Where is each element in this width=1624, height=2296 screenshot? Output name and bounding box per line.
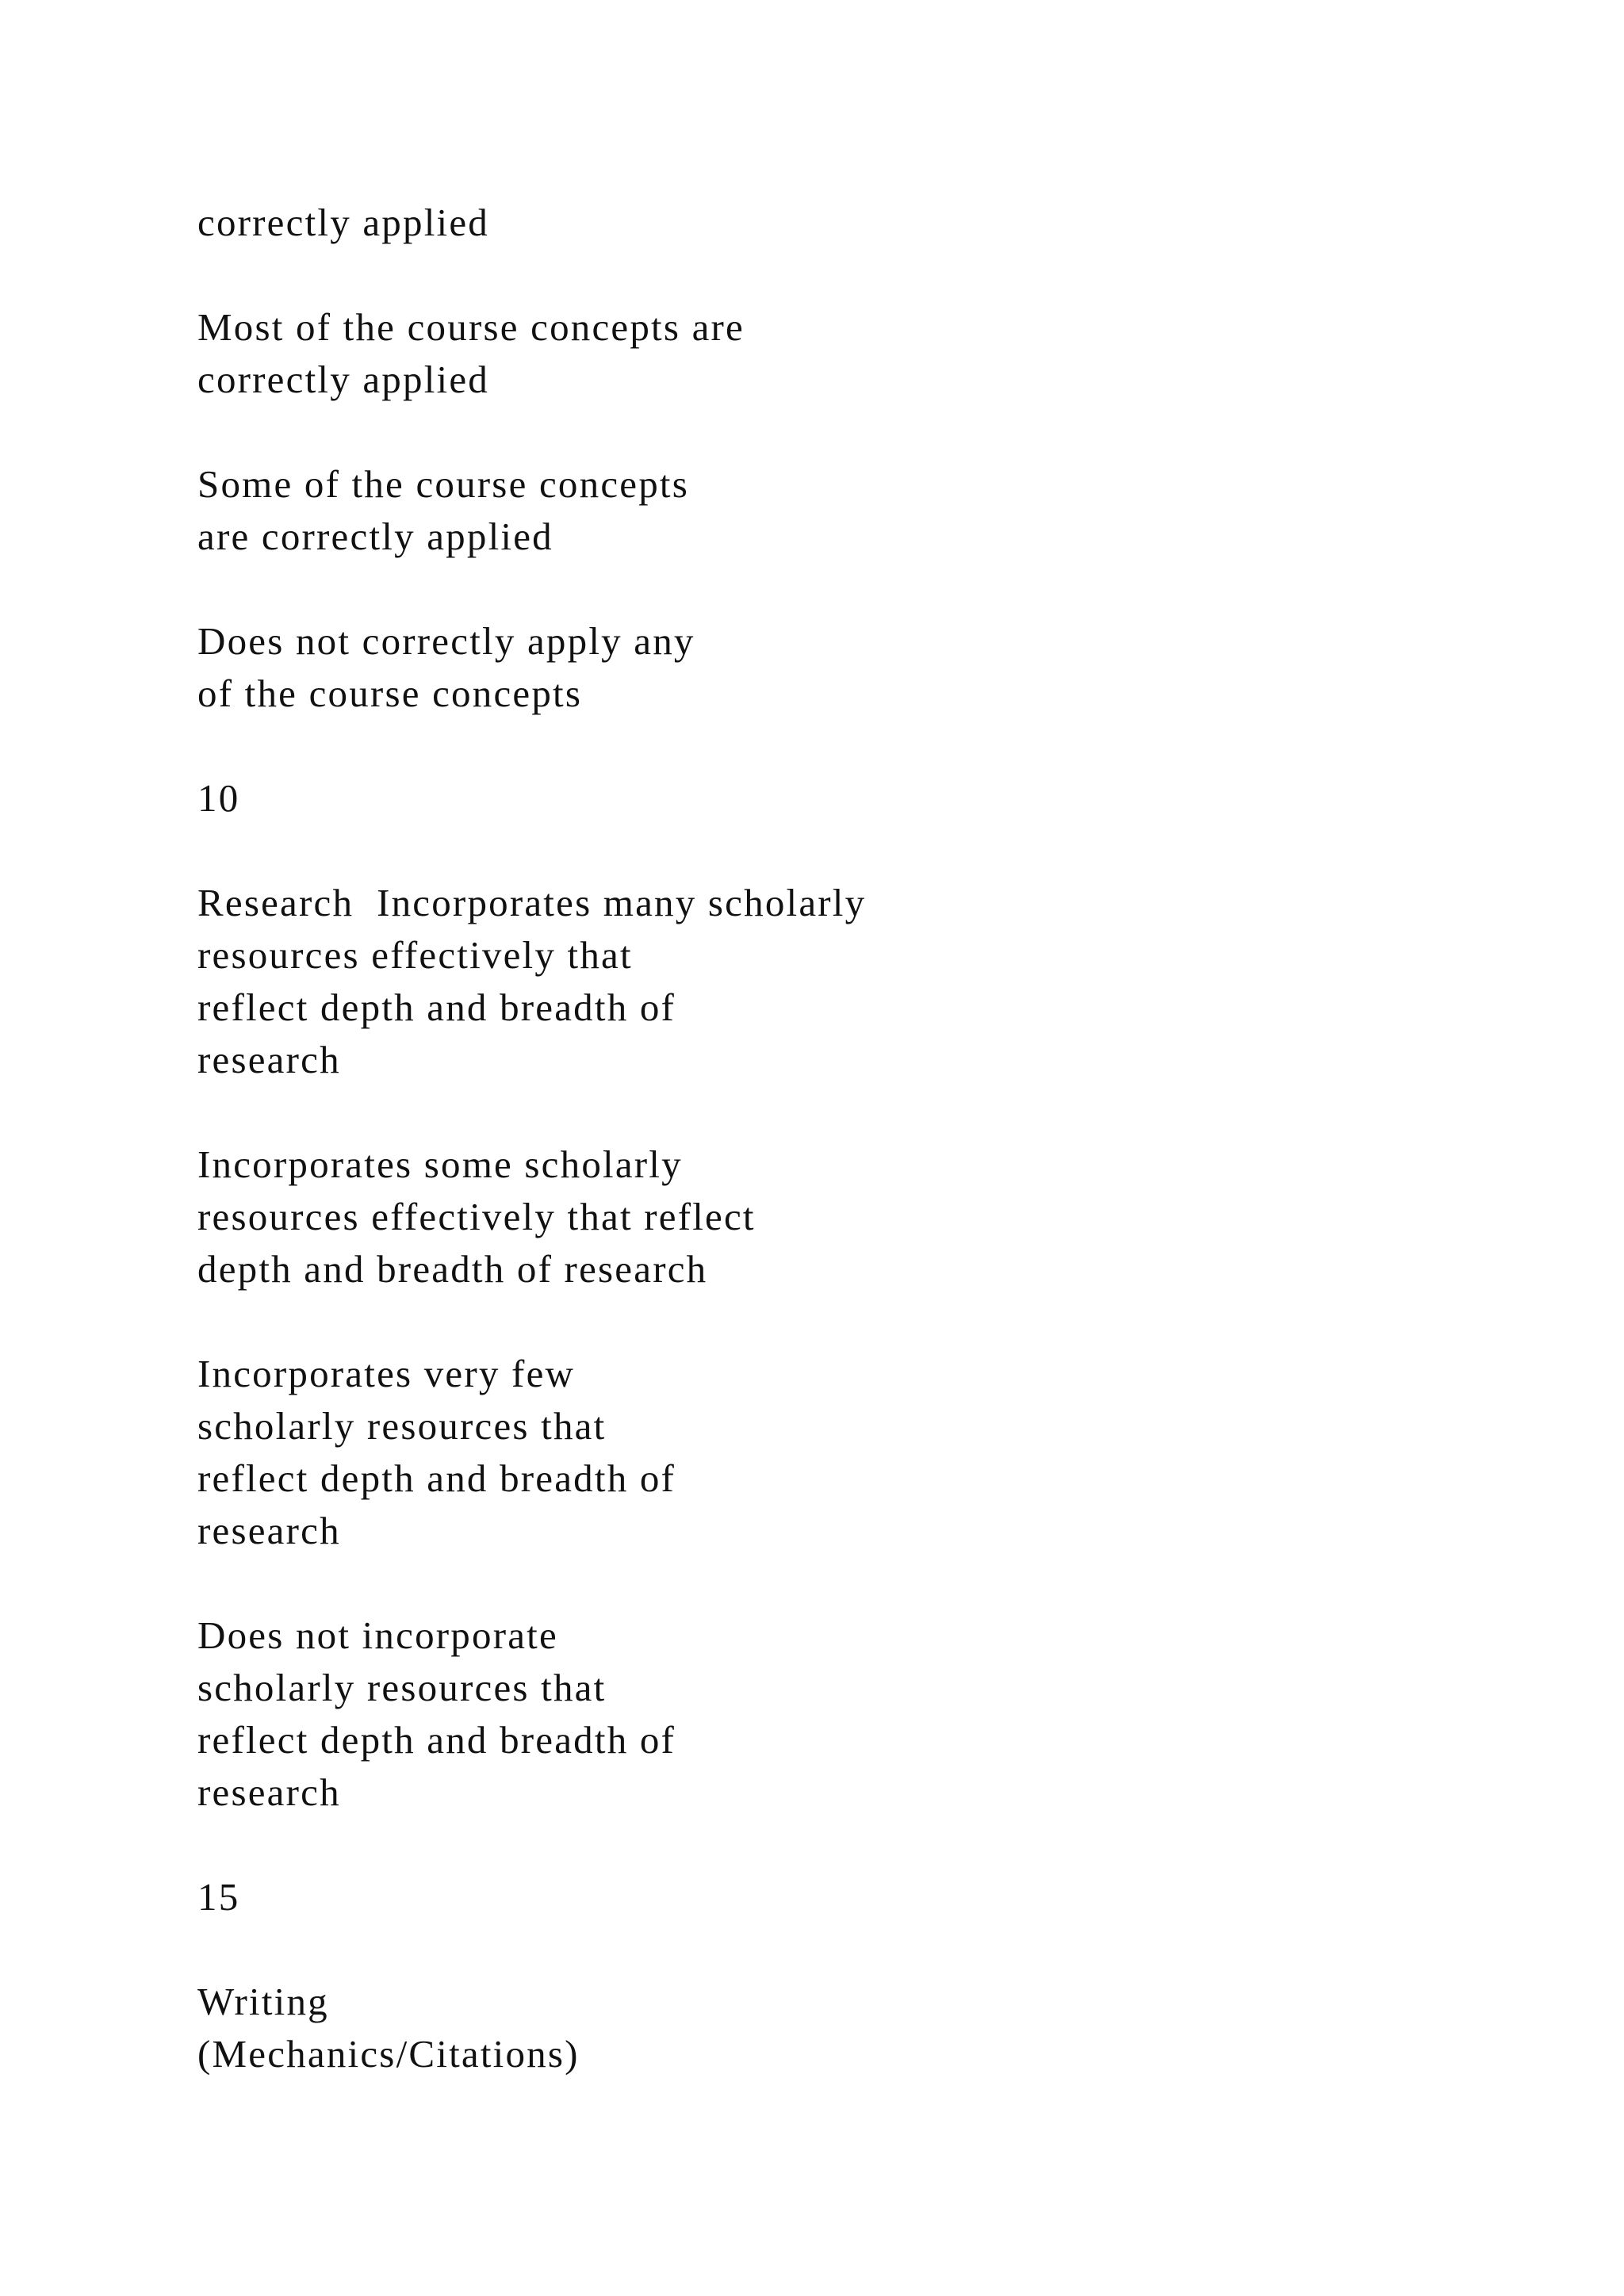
text-line: scholarly resources that	[197, 1666, 607, 1709]
text-line: depth and breadth of research	[197, 1247, 708, 1291]
text-line: correctly applied	[197, 358, 489, 401]
text-line: Incorporates very few	[197, 1352, 576, 1395]
text-line: resources effectively that	[197, 933, 633, 977]
text-line: research	[197, 1770, 341, 1814]
text-line: resources effectively that reflect	[197, 1195, 756, 1238]
text-line: Writing	[197, 1980, 329, 2023]
text-line: Research Incorporates many scholarly	[197, 881, 867, 924]
text-line: of the course concepts	[197, 672, 583, 715]
text-line: (Mechanics/Citations)	[197, 2032, 580, 2076]
points-value: 10	[197, 776, 240, 820]
text-line: Incorporates some scholarly	[197, 1142, 683, 1186]
points-value: 15	[197, 1875, 240, 1919]
text-line: reflect depth and breadth of	[197, 1456, 676, 1500]
text-line: are correctly applied	[197, 515, 553, 558]
text-line: Most of the course concepts are	[197, 305, 745, 349]
text-line: Does not correctly apply any	[197, 619, 695, 663]
text-line: research	[197, 1038, 341, 1081]
text-line: Some of the course concepts	[197, 462, 690, 506]
text-line: scholarly resources that	[197, 1404, 607, 1448]
text-line: research	[197, 1509, 341, 1552]
text-line: reflect depth and breadth of	[197, 985, 676, 1029]
text-line: correctly applied	[197, 201, 489, 244]
text-line: reflect depth and breadth of	[197, 1718, 676, 1762]
text-line: Does not incorporate	[197, 1613, 558, 1657]
